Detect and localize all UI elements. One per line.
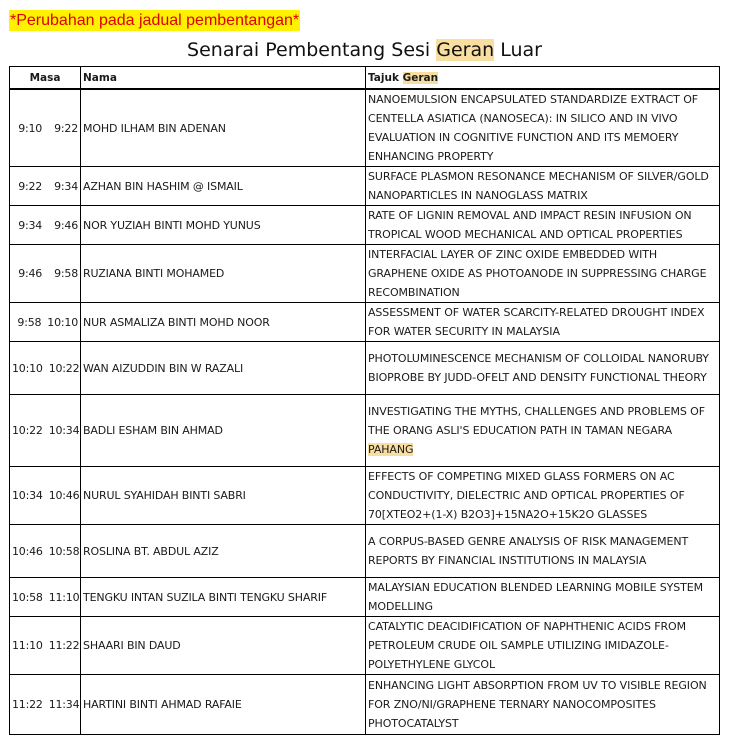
start-time: 9:46 <box>18 267 43 280</box>
end-time: 10:58 <box>48 544 80 558</box>
time-cell <box>10 303 81 342</box>
grant-title <box>366 89 720 167</box>
title-suffix: Luar <box>494 39 542 61</box>
grant-title <box>366 303 720 342</box>
time-cell <box>10 578 81 617</box>
time-cell <box>10 525 81 578</box>
table-row <box>10 342 720 395</box>
grant-title <box>366 342 720 395</box>
grant-title-text: CATALYTIC DEACIDIFICATION OF NAPHTHENIC ACIDS FROM PETROLEUM CRUDE OIL SAMPLE UTILIZING IMIDAZOLE-POLYETHYLENE GLYCOL <box>368 620 686 671</box>
presenter-name: TENGKU INTAN SUZILA BINTI TENGKU SHARIF <box>81 578 366 617</box>
grant-title <box>366 675 720 735</box>
grant-title-text: MALAYSIAN EDUCATION BLENDED LEARNING MOBILE SYSTEM MODELLING <box>368 581 704 613</box>
grant-title <box>366 617 720 675</box>
start-time: 10:34 <box>12 489 43 502</box>
grant-title-text: RATE OF LIGNIN REMOVAL AND IMPACT RESIN INFUSION ON TROPICAL WOOD MECHANICAL AND OPTICAL PROPERTIES <box>368 209 692 241</box>
end-time: 10:10 <box>47 315 78 329</box>
presenter-name: BADLI ESHAM BIN AHMAD <box>81 395 366 467</box>
end-time: 10:22 <box>48 361 80 375</box>
grant-title <box>366 525 720 578</box>
title-prefix: Senarai Pembentang Sesi <box>187 39 437 61</box>
grant-title-text: A CORPUS-BASED GENRE ANALYSIS OF RISK MANAGEMENT REPORTS BY FINANCIAL INSTITUTIONS IN MALAYSIA <box>368 535 689 567</box>
time-cell <box>10 467 81 525</box>
time-cell <box>10 206 81 245</box>
end-time: 9:34 <box>54 179 78 193</box>
end-time: 10:46 <box>48 489 80 502</box>
column-header-tajuk-prefix: Tajuk <box>368 71 403 84</box>
end-time: 9:22 <box>54 121 78 135</box>
start-time: 10:58 <box>12 590 43 604</box>
grant-title-text: ASSESSMENT OF WATER SCARCITY-RELATED DROUGHT INDEX FOR WATER SECURITY IN MALAYSIA <box>368 306 705 338</box>
end-time: 10:34 <box>48 424 80 437</box>
presenter-name: AZHAN BIN HASHIM @ ISMAIL <box>81 167 366 206</box>
presenter-name: NURUL SYAHIDAH BINTI SABRI <box>81 467 366 525</box>
presenter-name: HARTINI BINTI AHMAD RAFAIE <box>81 675 366 735</box>
start-time: 10:10 <box>12 361 43 375</box>
grant-title-highlight: PAHANG <box>368 443 414 456</box>
table-row <box>10 303 720 342</box>
start-time: 9:22 <box>18 179 43 193</box>
grant-title <box>366 206 720 245</box>
time-cell <box>10 617 81 675</box>
grant-title-text: EFFECTS OF COMPETING MIXED GLASS FORMERS ON AC CONDUCTIVITY, DIELECTRIC AND OPTICAL PROPERTIES OF 70[XTEO2+(1-X) B2O3]+15NA2O+15K2O GLASSES <box>368 470 685 521</box>
start-time: 11:22 <box>12 698 43 711</box>
end-time: 9:58 <box>54 267 78 280</box>
grant-title <box>366 467 720 525</box>
table-row <box>10 675 720 735</box>
time-cell <box>10 245 81 303</box>
table-row <box>10 89 720 167</box>
start-time: 9:34 <box>18 218 43 232</box>
grant-title-text: NANOEMULSION ENCAPSULATED STANDARDIZE EXTRACT OF CENTELLA ASIATICA (NANOSECA): IN SILICO AND IN VIVO EVALUATION IN COGNITIVE FUNCTION AND ITS MEMOERY ENHANCING PROPERTY <box>368 93 698 163</box>
column-header-tajuk-highlight: Geran <box>402 71 439 84</box>
presenter-name: MOHD ILHAM BIN ADENAN <box>81 89 366 167</box>
table-row <box>10 167 720 206</box>
time-cell <box>10 342 81 395</box>
grant-title-text: INVESTIGATING THE MYTHS, CHALLENGES AND PROBLEMS OF THE ORANG ASLI'S EDUCATION PATH IN TAMAN NEGARA <box>368 405 705 437</box>
grant-title <box>366 167 720 206</box>
end-time: 11:22 <box>48 639 80 652</box>
presenter-name: NOR YUZIAH BINTI MOHD YUNUS <box>81 206 366 245</box>
start-time: 10:46 <box>12 544 43 558</box>
grant-title <box>366 245 720 303</box>
table-row <box>10 525 720 578</box>
start-time: 11:10 <box>12 639 43 652</box>
presenter-name: SHAARI BIN DAUD <box>81 617 366 675</box>
grant-title <box>366 578 720 617</box>
time-cell <box>10 395 81 467</box>
table-row <box>10 617 720 675</box>
page-title <box>0 37 729 63</box>
table-row <box>10 578 720 617</box>
table-row <box>10 206 720 245</box>
presenter-schedule-table <box>9 66 720 735</box>
table-row <box>10 395 720 467</box>
time-cell <box>10 167 81 206</box>
start-time: 10:22 <box>12 424 43 437</box>
end-time: 11:10 <box>48 590 80 604</box>
grant-title-text: PHOTOLUMINESCENCE MECHANISM OF COLLOIDAL NANORUBY BIOPROBE BY JUDD-OFELT AND DENSITY FUNCTIONAL THEORY <box>368 352 709 384</box>
presenter-name: WAN AIZUDDIN BIN W RAZALI <box>81 342 366 395</box>
column-header-masa: Masa <box>10 67 81 90</box>
title-highlight: Geran <box>436 39 495 61</box>
presenter-name: RUZIANA BINTI MOHAMED <box>81 245 366 303</box>
schedule-change-notice: *Perubahan pada jadual pembentangan* <box>10 12 300 29</box>
time-cell <box>10 675 81 735</box>
grant-title <box>366 395 720 467</box>
table-row <box>10 245 720 303</box>
end-time: 11:34 <box>48 698 80 711</box>
column-header-nama: Nama <box>81 67 366 90</box>
presenter-name: NUR ASMALIZA BINTI MOHD NOOR <box>81 303 366 342</box>
start-time: 9:58 <box>17 315 42 329</box>
start-time: 9:10 <box>18 121 43 135</box>
time-cell <box>10 89 81 167</box>
table-body <box>10 89 720 735</box>
column-header-tajuk <box>366 67 720 90</box>
end-time: 9:46 <box>54 218 78 232</box>
table-header-row <box>10 67 720 90</box>
grant-title-text: SURFACE PLASMON RESONANCE MECHANISM OF SILVER/GOLD NANOPARTICLES IN NANOGLASS MATRIX <box>368 170 709 202</box>
table-row <box>10 467 720 525</box>
grant-title-text: INTERFACIAL LAYER OF ZINC OXIDE EMBEDDED WITH GRAPHENE OXIDE AS PHOTOANODE IN SUPPRESSING CHARGE RECOMBINATION <box>368 248 707 299</box>
presenter-name: ROSLINA BT. ABDUL AZIZ <box>81 525 366 578</box>
grant-title-text: ENHANCING LIGHT ABSORPTION FROM UV TO VISIBLE REGION FOR ZNO/NI/GRAPHENE TERNARY NANOCOMPOSITES PHOTOCATALYST <box>368 679 707 730</box>
